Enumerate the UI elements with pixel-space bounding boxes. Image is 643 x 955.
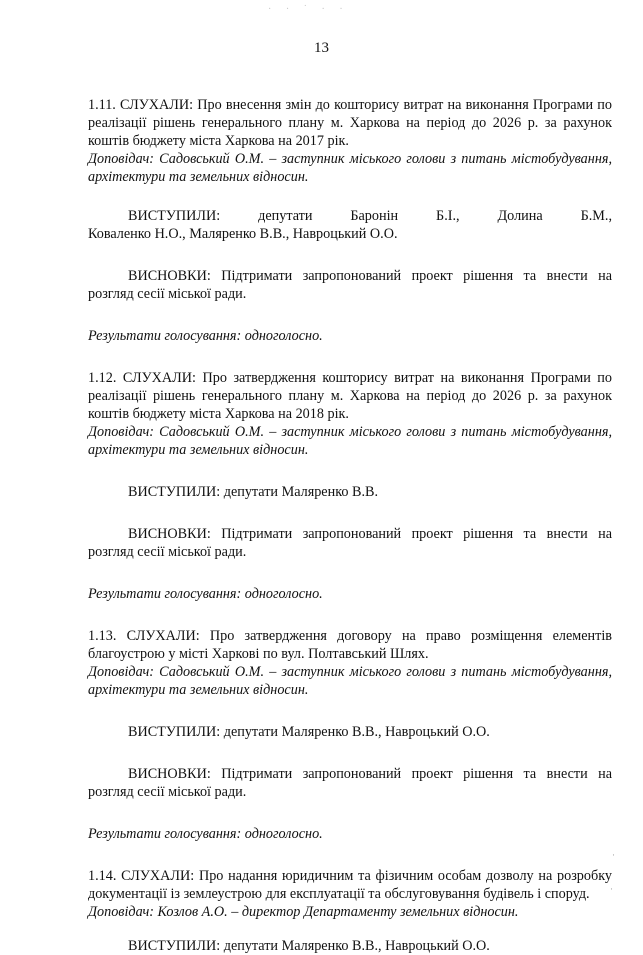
heard-text: 1.14. СЛУХАЛИ: Про надання юридичним та фізичним особам дозволу на розробку документації із землеустрою для експлуатації та обслуговування будівель і споруд. bbox=[88, 868, 612, 902]
agenda-item-1-13 bbox=[88, 627, 612, 843]
heard-text: 1.13. СЛУХАЛИ: Про затвердження договору на право розміщення елементів благоустрою у місті Харкові по вул. Полтавський Шлях. bbox=[88, 628, 612, 662]
vote-result-text: Результати голосування: одноголосно. bbox=[88, 586, 323, 602]
speakers-text: ВИСТУПИЛИ: депутати Маляренко В.В. bbox=[128, 484, 379, 500]
agenda-item-1-14 bbox=[88, 867, 612, 955]
minutes-body bbox=[88, 96, 612, 955]
conclusions-text: ВИСНОВКИ: Підтримати запропонований проект рішення та внести на розгляд сесії міської ради. bbox=[88, 268, 612, 302]
scan-speck: · bbox=[610, 884, 613, 894]
speakers-text-continued: Коваленко Н.О., Маляренко В.В., Навроцький О.О. bbox=[88, 226, 398, 242]
heard-text: 1.11. СЛУХАЛИ: Про внесення змін до кошторису витрат на виконання Програми по реалізації рішень генерального плану м. Харкова на період до 2026 р. за рахунок коштів бюджету міста Харкова на 2017 рік. bbox=[88, 97, 612, 149]
scan-artifact-marks: · · ˙ · · bbox=[268, 4, 349, 15]
vote-result-text: Результати голосування: одноголосно. bbox=[88, 328, 323, 344]
vote-result-text: Результати голосування: одноголосно. bbox=[88, 826, 323, 842]
speakers-text: ВИСТУПИЛИ: депутати Маляренко В.В., Навроцький О.О. bbox=[128, 938, 490, 954]
conclusions-text: ВИСНОВКИ: Підтримати запропонований проект рішення та внести на розгляд сесії міської ради. bbox=[88, 766, 612, 800]
page-number: 13 bbox=[314, 40, 329, 56]
conclusions-text: ВИСНОВКИ: Підтримати запропонований проект рішення та внести на розгляд сесії міської ради. bbox=[88, 526, 612, 560]
reporter-text: Доповідач: Садовський О.М. – заступник міського голови з питань містобудування, архітектури та земельних відносин. bbox=[88, 151, 612, 185]
agenda-item-1-12 bbox=[88, 369, 612, 603]
heard-text: 1.12. СЛУХАЛИ: Про затвердження кошторису витрат на виконання Програми по реалізації рішень генерального плану м. Харкова на період до 2026 р. за рахунок коштів бюджету міста Харкова на 2018 рік. bbox=[88, 370, 612, 422]
speakers-text: ВИСТУПИЛИ: депутати Баронін Б.І., Долина Б.М., bbox=[128, 208, 612, 224]
reporter-text: Доповідач: Садовський О.М. – заступник міського голови з питань містобудування, архітектури та земельних відносин. bbox=[88, 424, 612, 458]
agenda-item-1-11 bbox=[88, 96, 612, 345]
reporter-text: Доповідач: Садовський О.М. – заступник міського голови з питань містобудування, архітектури та земельних відносин. bbox=[88, 664, 612, 698]
reporter-text: Доповідач: Козлов А.О. – директор Департаменту земельних відносин. bbox=[88, 904, 519, 920]
speakers-text: ВИСТУПИЛИ: депутати Маляренко В.В., Навроцький О.О. bbox=[128, 724, 490, 740]
scan-speck: · bbox=[612, 850, 615, 860]
